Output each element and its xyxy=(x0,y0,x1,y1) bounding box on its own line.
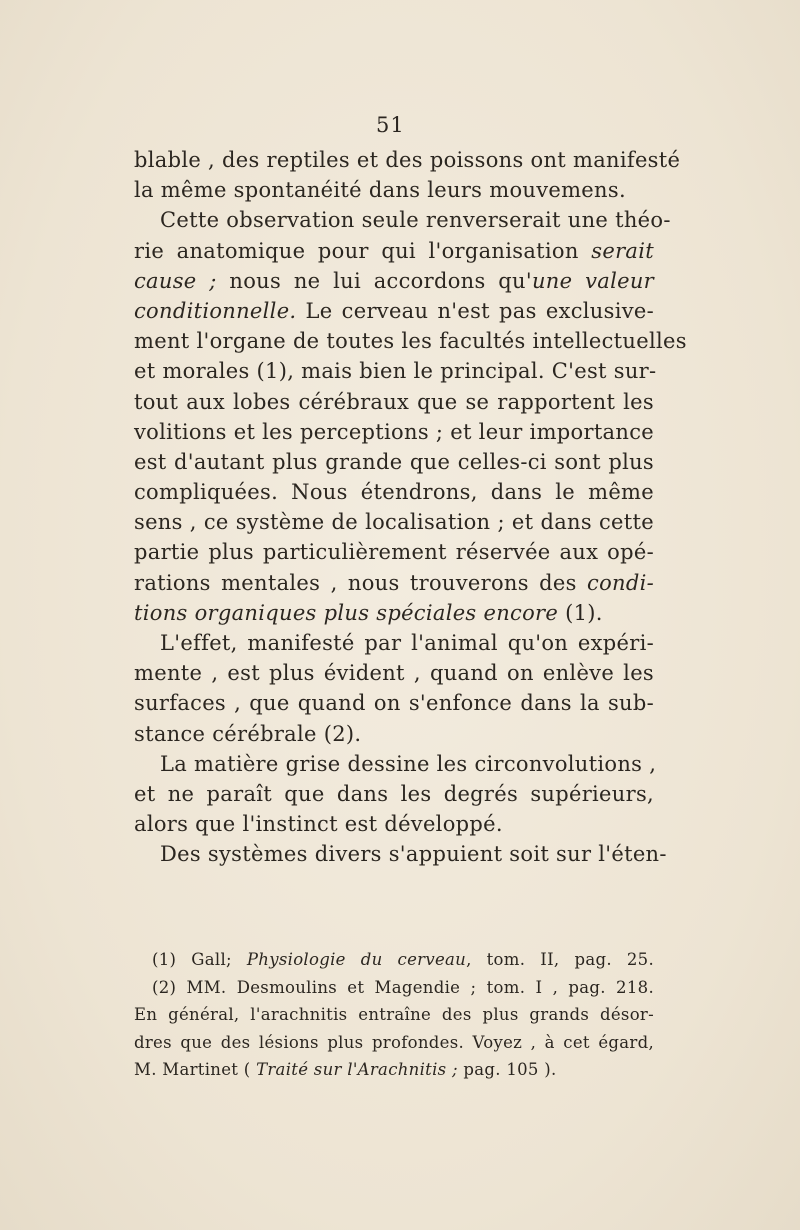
text-line xyxy=(134,719,654,749)
text-run: Le cerveau n'est pas exclusive- xyxy=(296,298,654,323)
text-line xyxy=(134,537,654,567)
footnote-line xyxy=(134,946,654,974)
text-run: blable , des reptiles et des poissons ont manifesté xyxy=(134,148,681,172)
text-run: Des systèmes divers s'appuient soit sur l'éten- xyxy=(160,842,667,867)
text-run: stance cérébrale (2). xyxy=(134,721,362,746)
text-run: (1). xyxy=(558,600,603,625)
text-run: rations mentales , nous trouverons des xyxy=(134,570,588,595)
text-run: , tom. II, pag. 25. xyxy=(466,950,654,969)
italic-text: tions organiques plus spéciales encore xyxy=(134,600,559,625)
text-line xyxy=(134,507,654,537)
text-run: surfaces , que quand on s'enfonce dans la sub- xyxy=(134,691,654,716)
body-text xyxy=(134,145,687,870)
text-line xyxy=(134,628,654,658)
text-line xyxy=(134,658,654,688)
text-run: Cette observation seule renverserait une théo- xyxy=(160,208,671,233)
text-run: sens , ce système de localisation ; et dans cette xyxy=(134,510,654,535)
text-line xyxy=(134,568,654,598)
text-run: En général, l'arachnitis entraîne des plus grands désor- xyxy=(134,1005,654,1024)
text-run: volitions et les perceptions ; et leur importance xyxy=(134,419,654,444)
footnotes xyxy=(134,946,654,1084)
footnote-line xyxy=(134,1029,654,1057)
text-run: alors que l'instinct est développé. xyxy=(134,812,503,837)
text-run: (2) MM. Desmoulins et Magendie ; tom. I , pag. 218. xyxy=(152,977,654,997)
text-run: et morales (1), mais bien le principal. C'est sur- xyxy=(134,359,657,384)
text-run: partie plus particulièrement réservée aux opé- xyxy=(134,540,654,565)
text-line xyxy=(134,477,654,507)
text-line xyxy=(134,266,654,296)
text-line xyxy=(134,839,667,869)
text-line xyxy=(134,447,654,477)
text-run: rie anatomique pour qui l'organisation xyxy=(134,238,592,263)
text-run: L'effet, manifesté par l'animal qu'on expéri- xyxy=(160,631,654,655)
text-line xyxy=(134,417,654,447)
italic-text: Traité sur l'Arachnitis ; xyxy=(256,1060,458,1079)
text-line xyxy=(134,326,687,356)
text-line xyxy=(134,749,657,779)
text-line xyxy=(134,236,654,266)
italic-text: serait xyxy=(591,238,654,263)
text-line xyxy=(134,809,654,839)
text-line xyxy=(134,175,654,205)
page-number: 51 xyxy=(376,113,405,137)
text-run: (1) Gall; xyxy=(152,950,247,969)
text-run: compliquées. Nous étendrons, dans le même xyxy=(134,480,654,505)
text-run: est d'autant plus grande que celles-ci sont plus xyxy=(134,449,654,474)
text-line xyxy=(134,387,654,417)
text-run: tout aux lobes cérébraux que se rapportent les xyxy=(134,389,654,414)
footnote-line xyxy=(134,1001,654,1029)
text-line xyxy=(134,356,657,386)
footnote-line xyxy=(134,1056,654,1084)
text-run: dres que des lésions plus profondes. Voyez , à cet égard, xyxy=(134,1032,654,1052)
text-line xyxy=(134,779,654,809)
text-run: la même spontanéité dans leurs mouvemens. xyxy=(134,178,626,203)
text-line xyxy=(134,598,654,628)
text-run: mente , est plus évident , quand on enlève les xyxy=(134,661,654,686)
italic-text: conditionnelle. xyxy=(134,298,297,323)
text-run: La matière grise dessine les circonvolutions , xyxy=(160,751,657,776)
text-line xyxy=(134,688,654,718)
text-line xyxy=(134,296,654,326)
text-line xyxy=(134,145,681,175)
italic-text: cause ; xyxy=(134,268,217,293)
footnote-line xyxy=(134,974,654,1002)
text-run: M. Martinet ( xyxy=(134,1060,257,1079)
text-run: et ne paraît que dans les degrés supérieurs, xyxy=(134,781,654,806)
italic-text: condi- xyxy=(587,570,654,595)
italic-text: une valeur xyxy=(531,268,654,293)
text-line xyxy=(134,205,671,235)
text-run: pag. 105 ). xyxy=(457,1060,557,1079)
text-run: nous ne lui accordons qu' xyxy=(216,268,532,293)
text-run: ment l'organe de toutes les facultés intellectuelles xyxy=(134,329,687,354)
italic-text: Physiologie du cerveau xyxy=(246,950,467,969)
